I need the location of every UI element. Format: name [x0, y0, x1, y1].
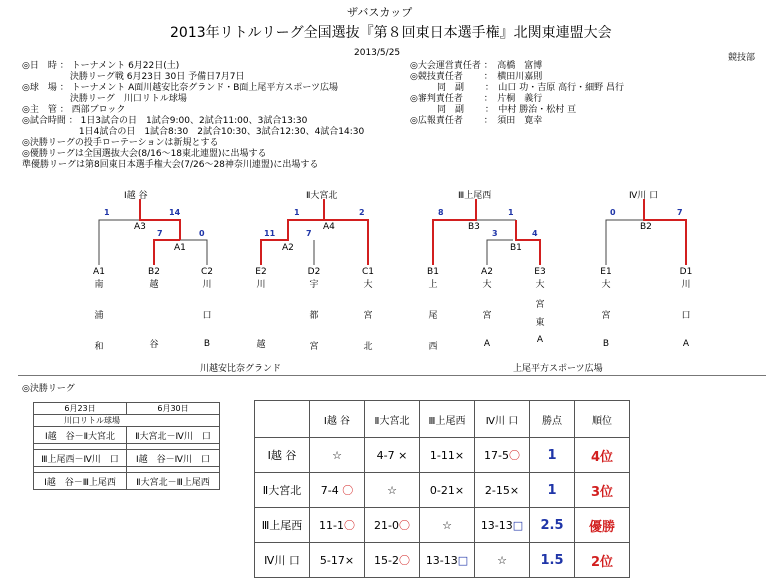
score: 0 — [199, 229, 205, 238]
points-cell: 1.5 — [530, 543, 575, 578]
score: 2 — [359, 208, 365, 217]
rank-cell: 4位 — [575, 438, 630, 473]
rank-cell: 3位 — [575, 473, 630, 508]
team-name-1: 宇 — [309, 280, 319, 290]
team-column — [294, 267, 334, 352]
result-cell: 15-2〇 — [365, 543, 420, 578]
column-header: Ⅱ大宮北 — [365, 401, 420, 438]
score: 0 — [610, 208, 616, 217]
points-cell: 1 — [530, 473, 575, 508]
schedule-venue: 川口リトル球場 — [34, 415, 220, 427]
group-label-3: Ⅲ上尾西 — [458, 191, 492, 201]
team-code: E1 — [600, 267, 612, 277]
info-line: ◎優勝リーグは全国選抜大会(8/16～18東北連盟)に出場する — [22, 149, 267, 159]
team-column — [666, 267, 706, 349]
score: 7 — [677, 208, 683, 217]
team-name-2 — [241, 308, 281, 319]
table-row — [255, 543, 630, 578]
result-cell: ☆ — [420, 508, 475, 543]
result-cell: ☆ — [475, 543, 530, 578]
event-sponsor: ザバスカップ — [347, 6, 413, 19]
game-label: A2 — [282, 243, 294, 253]
info-line: ◎試合時間 ： 1日3試合の日 1試合9:00、2試合11:00、3試合13:30 — [22, 116, 308, 126]
team-name-3: 宮 — [309, 342, 319, 352]
team-column — [187, 267, 227, 349]
schedule-date: 6月23日 — [34, 403, 127, 415]
draw-mark-icon: □ — [512, 518, 524, 532]
team-name-3: B — [602, 339, 610, 349]
team-name-1: 大 — [535, 280, 545, 290]
row-team: Ⅲ上尾西 — [255, 508, 310, 543]
team-code: D2 — [307, 267, 321, 277]
game-label: A4 — [323, 222, 335, 232]
group-label-4: Ⅳ川 口 — [629, 191, 659, 201]
team-name-3: 越 — [256, 340, 266, 350]
win-mark-icon: 〇 — [508, 449, 520, 462]
page-title: 2013年リトルリーグ全国選抜『第８回東日本選手権』北関東連盟大会 — [170, 25, 612, 41]
team-code: D1 — [679, 267, 693, 277]
team-name-1: 川 — [681, 280, 691, 290]
venue-label: 川越安比奈グランド — [200, 364, 282, 374]
game-label: A1 — [174, 243, 186, 253]
rank-cell: 優勝 — [575, 508, 630, 543]
info-line: ◎審判責任者 ： 片桐 義行 — [410, 94, 543, 104]
column-header: Ⅰ越 谷 — [310, 401, 365, 438]
info-line: ◎広報責任者 ： 須田 寛幸 — [410, 116, 543, 126]
column-header: 勝点 — [530, 401, 575, 438]
team-name-3: B — [203, 339, 211, 349]
result-cell: ☆ — [310, 438, 365, 473]
result-cell: 21-0〇 — [365, 508, 420, 543]
result-cell: 4-7 × — [365, 438, 420, 473]
row-team: Ⅱ大宮北 — [255, 473, 310, 508]
team-name-2: 口 — [681, 311, 691, 321]
team-code: E2 — [255, 267, 267, 277]
team-code: C1 — [361, 267, 374, 277]
info-line: ◎大会運営責任者 ： 高橋 富博 — [410, 61, 543, 71]
team-code: C2 — [200, 267, 213, 277]
info-line: 決勝リーグ 川口リトル球場 — [22, 94, 187, 104]
info-line: ◎日 時 ： トーナメント 6月22日(土) — [22, 61, 180, 71]
score: 1 — [104, 208, 110, 217]
info-line: 同 副 ： 中村 勝治・松村 亘 — [410, 105, 577, 115]
result-cell: 13-13□ — [420, 543, 475, 578]
team-column — [348, 267, 388, 352]
info-line: 同 副 ： 山口 功・吉原 高行・細野 昌行 — [410, 83, 624, 93]
team-name-2: 宮 — [535, 300, 545, 310]
info-line: ◎主 管 ： 西部ブロック — [22, 105, 126, 115]
points-cell: 2.5 — [530, 508, 575, 543]
section-divider — [18, 375, 766, 376]
team-name-3: A — [536, 335, 544, 345]
team-column — [520, 267, 560, 345]
team-name-3: A — [483, 339, 491, 349]
score: 4 — [532, 229, 538, 238]
row-team: Ⅰ越 谷 — [255, 438, 310, 473]
team-name-3: 西 — [428, 342, 438, 352]
points-cell: 1 — [530, 438, 575, 473]
schedule-cell: Ⅰ越 谷－Ⅲ上尾西 — [34, 473, 127, 490]
win-mark-icon: 〇 — [398, 519, 410, 532]
score: 11 — [264, 229, 276, 238]
score: 14 — [169, 208, 181, 217]
column-header: 順位 — [575, 401, 630, 438]
team-name-3: 北 — [363, 342, 373, 352]
team-column — [241, 267, 281, 350]
team-name-3: A — [682, 339, 690, 349]
table-row — [255, 473, 630, 508]
schedule-cell: Ⅲ上尾西－Ⅳ川 口 — [34, 450, 127, 467]
team-name-2: 尾 — [428, 311, 438, 321]
team-column — [413, 267, 453, 352]
team-name-1: 大 — [601, 280, 611, 290]
team-code: B2 — [148, 267, 160, 277]
game-label: B3 — [468, 222, 480, 232]
team-name-3: 和 — [94, 342, 104, 352]
team-name-2 — [134, 308, 174, 319]
result-cell: ☆ — [365, 473, 420, 508]
team-name-1: 南 — [94, 280, 104, 290]
team-code: E3 — [534, 267, 546, 277]
team-name-2: 浦 — [94, 311, 104, 321]
info-line: ◎決勝リーグの投手ローテーションは新規とする — [22, 138, 219, 148]
team-name-1: 上 — [428, 280, 438, 290]
info-line: 1日4試合の日 1試合8:30 2試合10:30、3試合12:30、4試合14:30 — [22, 127, 365, 137]
team-name-2: 宮 — [482, 311, 492, 321]
score: 7 — [306, 229, 312, 238]
standings-table — [254, 400, 630, 578]
team-column — [467, 267, 507, 349]
rank-cell: 2位 — [575, 543, 630, 578]
game-label: B1 — [510, 243, 522, 253]
result-cell: 2-15× — [475, 473, 530, 508]
team-name-1: 大 — [363, 280, 373, 290]
win-mark-icon: 〇 — [343, 519, 355, 532]
result-cell: 0-21× — [420, 473, 475, 508]
team-name-2: 都 — [309, 311, 319, 321]
team-code: A1 — [93, 267, 105, 277]
score: 1 — [508, 208, 514, 217]
team-name-2b: 東 — [535, 318, 545, 328]
team-code: B1 — [427, 267, 439, 277]
team-name-1: 大 — [482, 280, 492, 290]
team-name-2: 宮 — [363, 311, 373, 321]
result-cell: 7-4 〇 — [310, 473, 365, 508]
score: 1 — [294, 208, 300, 217]
info-line: ◎競技責任者 ： 横田川嘉則 — [410, 72, 543, 82]
result-cell: 1-11× — [420, 438, 475, 473]
league-heading: ◎決勝リーグ — [22, 384, 75, 394]
schedule-cell: Ⅱ大宮北－Ⅳ川 口 — [127, 427, 220, 444]
result-cell: 5-17× — [310, 543, 365, 578]
table-row — [255, 508, 630, 543]
row-team: Ⅳ川 口 — [255, 543, 310, 578]
schedule-table — [33, 402, 220, 490]
team-column — [79, 267, 119, 352]
document-date: 2013/5/25 — [354, 48, 401, 58]
venue-label: 上尾平方スポーツ広場 — [513, 364, 603, 374]
schedule-cell: Ⅱ大宮北－Ⅲ上尾西 — [127, 473, 220, 490]
department: 競技部 — [728, 53, 756, 63]
info-line: 決勝リーグ戦 6月23日 30日 予備日7月7日 — [22, 72, 245, 82]
column-header: Ⅲ上尾西 — [420, 401, 475, 438]
team-name-2: 宮 — [601, 311, 611, 321]
win-mark-icon: 〇 — [342, 484, 354, 497]
game-label: B2 — [640, 222, 652, 232]
team-name-1: 川 — [256, 280, 266, 290]
corner-cell — [255, 401, 310, 438]
schedule-cell: Ⅰ越 谷－Ⅳ川 口 — [127, 450, 220, 467]
score: 7 — [157, 229, 163, 238]
team-name-3: 谷 — [149, 340, 159, 350]
team-name-1: 越 — [149, 280, 159, 290]
game-label: A3 — [134, 222, 146, 232]
score: 8 — [438, 208, 444, 217]
info-line: 準優勝リーグは第8回東日本選手権大会(7/26～28神奈川連盟)に出場する — [22, 160, 319, 170]
group-label-1: Ⅰ越 谷 — [124, 191, 148, 201]
score: 3 — [492, 229, 498, 238]
team-name-2: 口 — [202, 311, 212, 321]
team-column — [134, 267, 174, 350]
result-cell: 17-5〇 — [475, 438, 530, 473]
column-header: Ⅳ川 口 — [475, 401, 530, 438]
group-label-2: Ⅱ大宮北 — [306, 191, 338, 201]
result-cell: 13-13□ — [475, 508, 530, 543]
draw-mark-icon: □ — [457, 553, 469, 567]
info-line: ◎球 場 ： トーナメント A面川越安比奈グランド・B面上尾平方スポーツ広場 — [22, 83, 339, 93]
team-code: A2 — [481, 267, 493, 277]
win-mark-icon: 〇 — [398, 554, 410, 567]
team-column — [586, 267, 626, 349]
schedule-cell: Ⅰ越 谷－Ⅱ大宮北 — [34, 427, 127, 444]
result-cell: 11-1〇 — [310, 508, 365, 543]
table-row — [255, 438, 630, 473]
team-name-1: 川 — [202, 280, 212, 290]
schedule-date: 6月30日 — [127, 403, 220, 415]
